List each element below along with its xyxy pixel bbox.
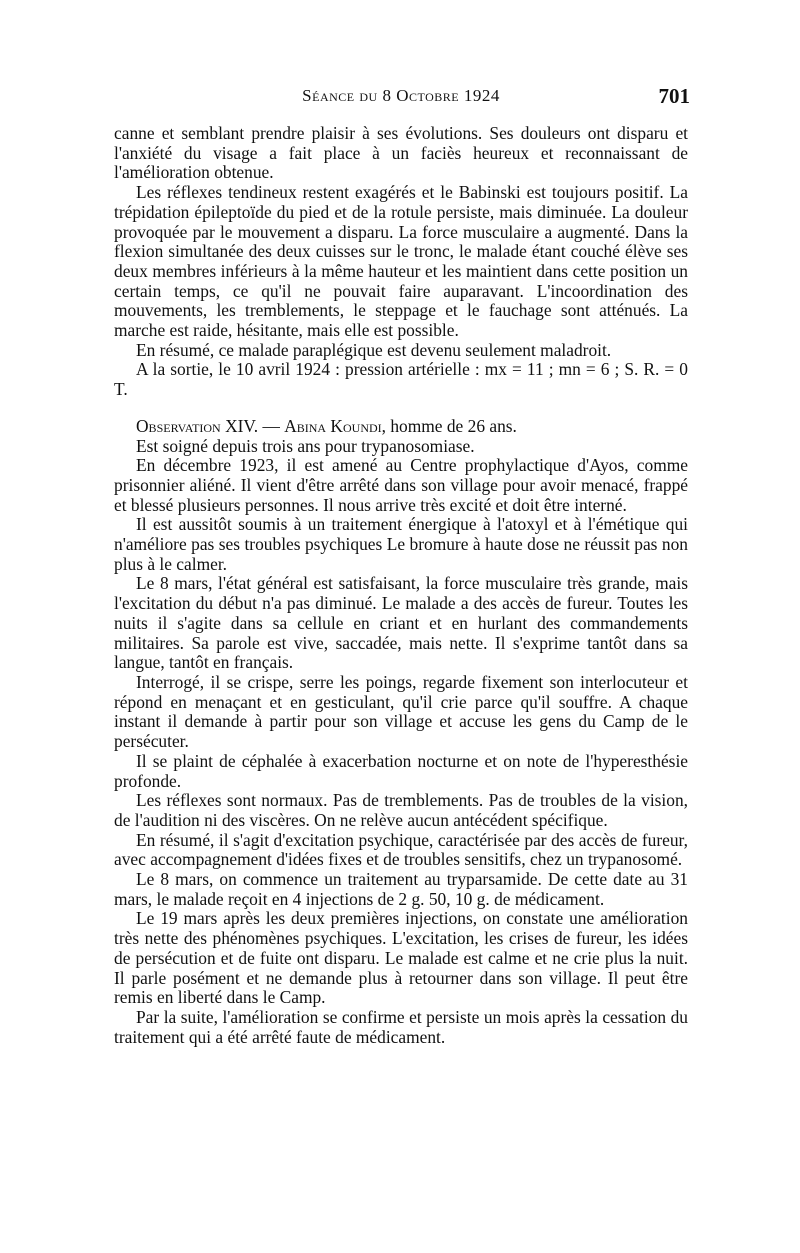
paragraph: Le 8 mars, on commence un traitement au tryparsamide. De cette date au 31 mars, le malade reçoit en 4 injections de 2 g. 50, 10 g. de médicament. (114, 869, 688, 909)
observation-heading (114, 417, 688, 437)
paragraph: Il se plaint de céphalée à exacerbation nocturne et on note de l'hyperesthésie profonde. (114, 750, 688, 791)
paragraph: Interrogé, il se crispe, serre les poings, regarde fixement son interlocuteur et répond en menaçant et en gesticulant, qu'il crie parce qu'il souffre. A chaque instant il demande à partir pour son village et accuse les gens du Camp de le persécuter. (114, 671, 688, 752)
paragraph: Le 8 mars, l'état général est satisfaisant, la force musculaire très grande, mais l'excitation du début n'a pas diminué. Le malade a des accès de fureur. Toutes les nuits il s'agite dans sa cellule en criant et en hurlant des commandements militaires. Sa parole est vive, saccadée, mais nette. Il s'exprime tantôt dans sa langue, tantôt en français. (114, 573, 688, 673)
paragraph: Par la suite, l'amélioration se confirme et persiste un mois après la cessation du traitement qui a été arrêté faute de médicament. (114, 1006, 688, 1047)
paragraph: Le 19 mars après les deux premières injections, on constate une amélioration très nette des phénomènes psychiques. L'excitation, les crises de fureur, les idées de persécution et de fuite ont disparu. Le malade est calme et ne crie plus la nuit. Il parle posément et ne demande plus à retourner dans son village. Il peut être remis en liberté dans le Camp. (114, 908, 688, 1008)
running-header (112, 84, 690, 112)
observation-heading-rest: , homme de 26 ans. (381, 415, 517, 436)
paragraph: Les réflexes sont normaux. Pas de tremblements. Pas de troubles de la vision, de l'audition ni des viscères. On ne relève aucun antécédent spécifique. (114, 790, 688, 830)
paragraph: A la sortie, le 10 avril 1924 : pression artérielle : mx = 11 ; mn = 6 ; S. R. = 0 T. (114, 359, 688, 400)
observation-label: Observation XIV. (136, 415, 259, 436)
observation-dash: — (258, 415, 285, 436)
paragraph: En résumé, ce malade paraplégique est devenu seulement maladroit. (136, 339, 612, 360)
paragraph: Il est aussitôt soumis à un traitement énergique à l'atoxyl et à l'émétique qui n'améliore pas ses troubles psychiques Le bromure à haute dose ne réussit pas non plus à le calmer. (114, 514, 688, 574)
paragraph: En décembre 1923, il est amené au Centre prophylactique d'Ayos, comme prisonnier aliéné. Il vient d'être arrêté dans son village pour avoir menacé, frappé et blessé plusieurs personnes. Il nous arrive très excité et doit être interné. (114, 455, 688, 515)
paragraph: Les réflexes tendineux restent exagérés et le Babinski est toujours positif. La trépidation épileptoïde du pied et de la rotule persiste, mais diminuée. La douleur provoquée par le mouvement a disparu. La force musculaire a augmenté. Dans la flexion simultanée des deux cuisses sur le tronc, le malade étant couché élève ses deux membres inférieurs à la même hauteur et les maintient dans cette position un certain temps, ce qu'il ne pouvait faire auparavant. L'incoordination des mouvements, les tremblements, le steppage et le fauchage sont atténués. La marche est raide, hésitante, mais elle est possible. (114, 182, 688, 341)
running-title: Séance du 8 Octobre 1924 (302, 86, 500, 105)
body-text (114, 124, 688, 1047)
paragraph: Est soigné depuis trois ans pour trypanosomiase. (136, 435, 475, 456)
patient-name: Abina Koundi (284, 415, 382, 436)
page-number: 701 (658, 84, 690, 108)
paragraph: En résumé, il s'agit d'excitation psychique, caractérisée par des accès de fureur, avec accompagnement d'idées fixes et de troubles sensitifs, chez un trypanosomé. (114, 829, 688, 870)
paragraph-continuation: canne et semblant prendre plaisir à ses évolutions. Ses douleurs ont disparu et l'anxiété du visage a fait place à un faciès heureux et reconnaissant de l'amélioration obtenue. (114, 123, 688, 183)
